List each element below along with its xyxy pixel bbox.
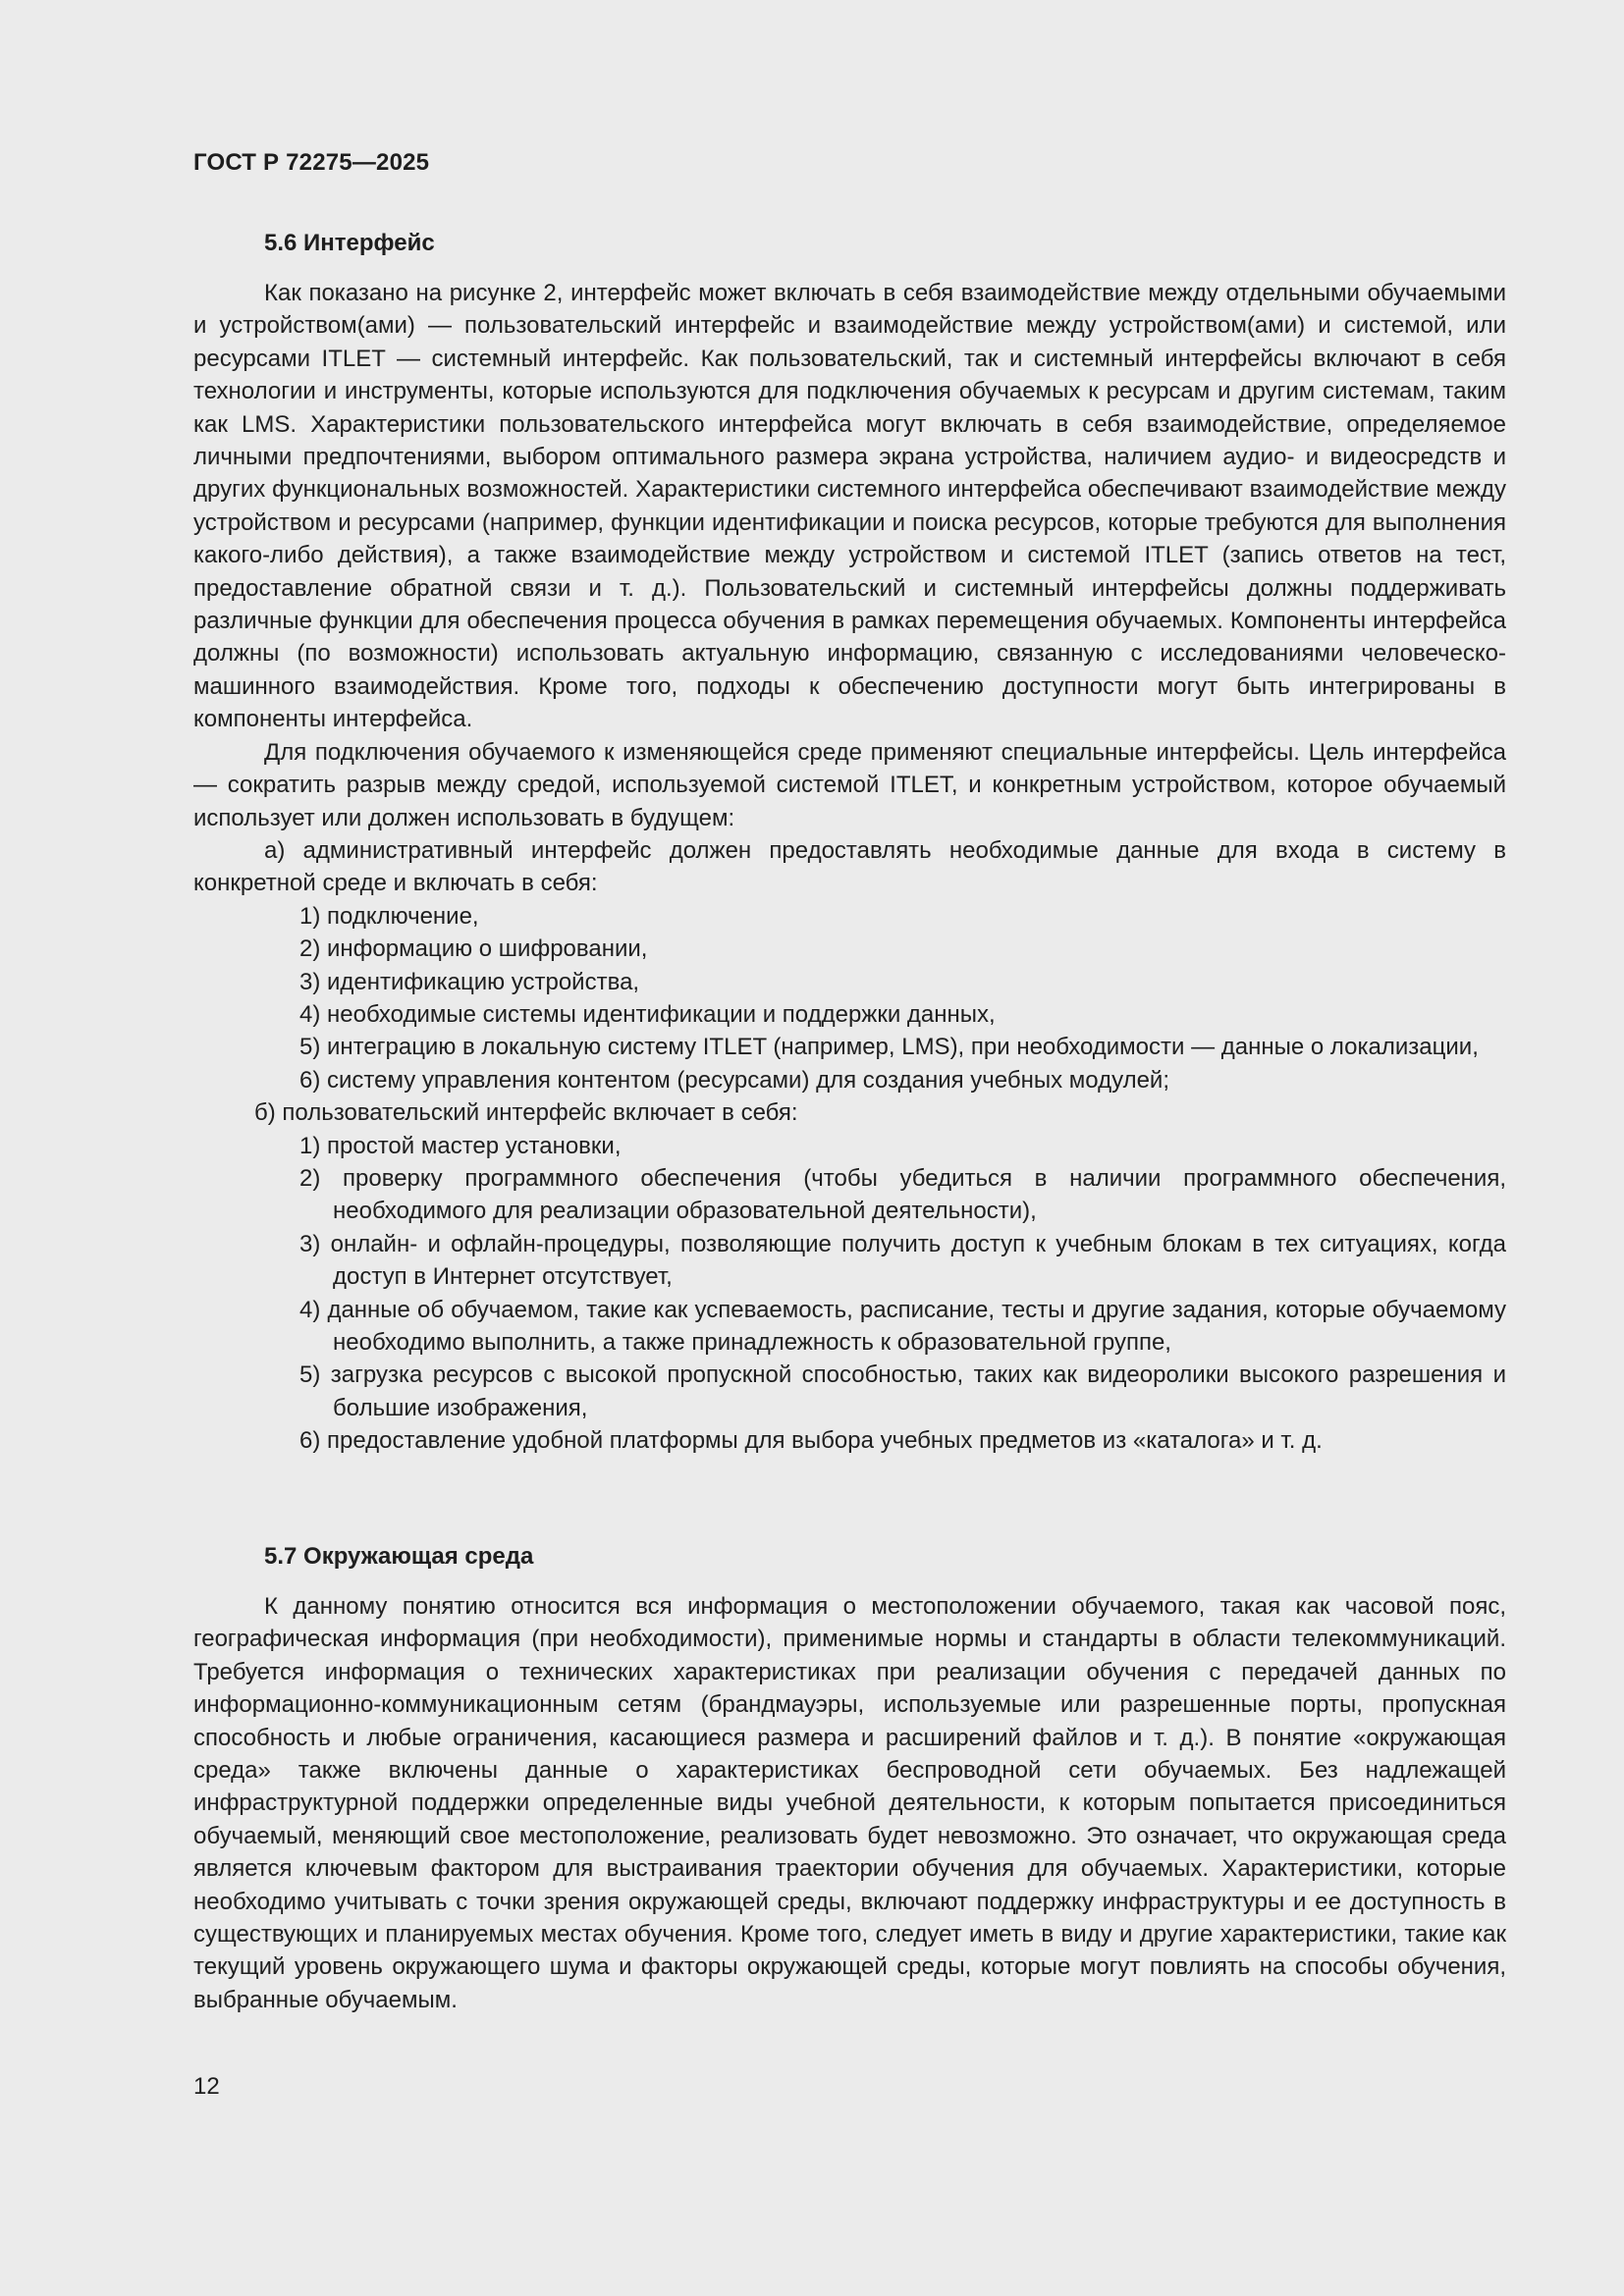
list-item: 4) необходимые системы идентификации и поддержки данных, [299, 1000, 996, 1028]
page-number: 12 [193, 2073, 220, 2100]
section-5-6 [193, 228, 1506, 1458]
paragraph: Для подключения обучаемого к изменяющейся среде применяют специальные интерфейсы. Цель интерфейса — сократить разрыв между средой, используемой системой ITLET, и конкретным устройством, которое обучаемый использует или должен использовать в будущем: [193, 738, 1506, 831]
list-item: 4) данные об обучаемом, такие как успеваемость, расписание, тесты и другие задания, которые обучаемому необходимо выполнить, а также принадлежность к образовательной группе, [299, 1296, 1506, 1356]
list-item: 6) предоставление удобной платформы для выбора учебных предметов из «каталога» и т. д. [299, 1427, 1323, 1455]
list-item: 2) информацию о шифровании, [299, 935, 648, 963]
list-b-intro: б) пользовательский интерфейс включает в себя: [254, 1099, 798, 1127]
document-header: ГОСТ Р 72275—2025 [193, 149, 430, 176]
section-5-7 [193, 1541, 1506, 2016]
document-page [193, 0, 1506, 2296]
list-item: 3) онлайн- и офлайн-процедуры, позволяющие получить доступ к учебным блокам в тех ситуациях, когда доступ в Интернет отсутствует, [299, 1230, 1506, 1291]
list-a-intro: а) административный интерфейс должен предоставлять необходимые данные для входа в систему в конкретной среде и включать в себя: [193, 836, 1506, 897]
list-item: 1) подключение, [299, 902, 479, 930]
list-item: 5) загрузка ресурсов с высокой пропускной способностью, таких как видеоролики высокого разрешения и большие изображения, [299, 1362, 1506, 1421]
list-b [193, 1130, 1506, 1458]
list-item: 6) систему управления контентом (ресурсами) для создания учебных модулей; [299, 1066, 1169, 1094]
list-item: 3) идентификацию устройства, [299, 968, 640, 995]
list-a [193, 900, 1506, 1096]
list-item: 5) интеграцию в локальную систему ITLET (например, LMS), при необходимости — данные о локализации, [299, 1034, 1479, 1061]
list-item: 2) проверку программного обеспечения (чтобы убедиться в наличии программного обеспечения, необходимого для реализации образовательной деятельности), [299, 1164, 1506, 1225]
list-item: 1) простой мастер установки, [299, 1132, 622, 1159]
paragraph: К данному понятию относится вся информация о местоположении обучаемого, такая как часовой пояс, географическая информация (при необходимости), применимые нормы и стандарты в области телекоммуникаций. Требуется информация о технических характеристиках при реализации обучения с передачей данных по информационно-коммуникационным сетям (брандмауэры, используемые или разрешенные порты, пропускная способность и любые ограничения, касающиеся размера и расширений файлов и т. д.). В понятие «окружающая среда» также включены данные о характеристиках беспроводной сети обучаемых. Без надлежащей инфраструктурной поддержки определенные виды учебной деятельности, к которым попытается присоединиться обучаемый, меняющий свое местоположение, реализовать будет невозможно. Это означает, что окружающая среда является ключевым фактором для выстраивания траектории обучения для обучаемых. Характеристики, которые необходимо учитывать с точки зрения окружающей среды, включают поддержку инфраструктуры и ее доступность в существующих и планируемых местах обучения. Кроме того, следует иметь в виду и другие характеристики, такие как текущий уровень окружающего шума и факторы окружающей среды, которые могут повлиять на способы обучения, выбранные обучаемым. [193, 1593, 1506, 2013]
section-title: 5.6 Интерфейс [264, 230, 435, 256]
section-title: 5.7 Окружающая среда [264, 1543, 534, 1570]
paragraph: Как показано на рисунке 2, интерфейс может включать в себя взаимодействие между отдельными обучаемыми и устройством(ами) — пользовательский интерфейс и взаимодействие между устройством(ами) и системой, или ресурсами ITLET — системный интерфейс. Как пользовательский, так и системный интерфейсы включают в себя технологии и инструменты, которые используются для подключения обучаемых к ресурсам и другим системам, таким как LMS. Характеристики пользовательского интерфейса могут включать в себя взаимодействие, определяемое личными предпочтениями, выбором оптимального размера экрана устройства, наличием аудио- и видеосредств и других функциональных возможностей. Характеристики системного интерфейса обеспечивают взаимодействие между устройством и ресурсами (например, функции идентификации и поиска ресурсов, которые требуются для выполнения какого-либо действия), а также взаимодействие между устройством и системой ITLET (запись ответов на тест, предоставление обратной связи и т. д.). Пользовательский и системный интерфейсы должны поддерживать различные функции для обеспечения процесса обучения в рамках перемещения обучаемых. Компоненты интерфейса должны (по возможности) использовать актуальную информацию, связанную с исследованиями человеческо-машинного взаимодействия. Кроме того, подходы к обеспечению доступности могут быть интегрированы в компоненты интерфейса. [193, 280, 1506, 733]
